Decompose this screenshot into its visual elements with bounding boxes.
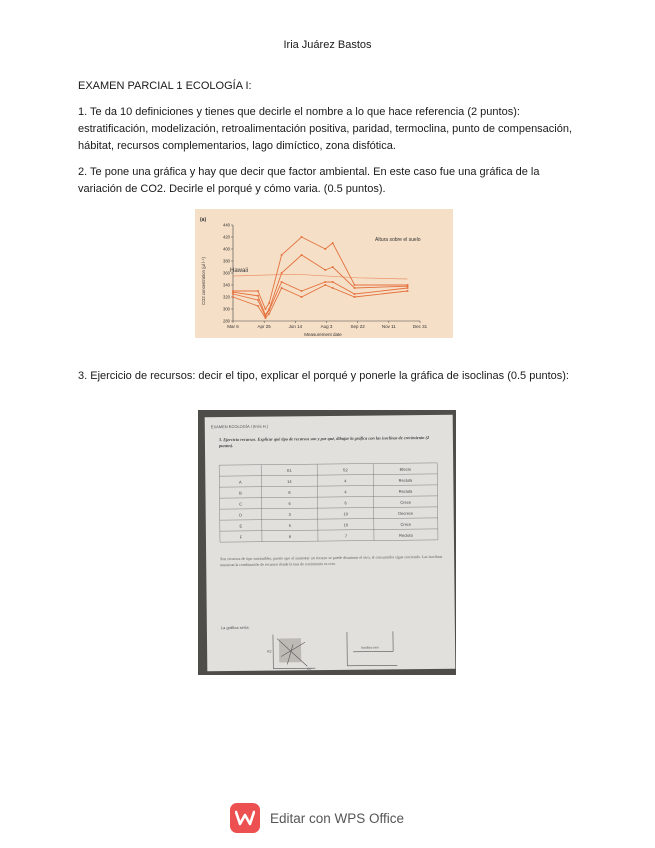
sheet-table-cell: 6 xyxy=(288,500,291,506)
sheet-table-rule xyxy=(220,518,438,520)
chart-point-series-1 xyxy=(264,308,266,310)
chart-point-series-3 xyxy=(407,287,409,289)
chart-y-tick-label: 360 xyxy=(223,270,230,276)
sheet-table-rule xyxy=(220,507,438,509)
chart-point-series-3 xyxy=(281,281,283,283)
sheet-table-cell: 10 xyxy=(343,522,349,528)
sheet-table-cell: 4 xyxy=(344,489,347,495)
sheet-graph-caption: La gráfica sería: xyxy=(220,624,250,631)
chart-point-series-4 xyxy=(264,317,266,319)
sheet-table-rule xyxy=(219,463,437,465)
chart-point-series-3 xyxy=(324,281,326,283)
sheet-table-cell: 6 xyxy=(288,533,292,539)
chart-point-series-3 xyxy=(332,281,334,283)
wps-footer[interactable] xyxy=(230,803,404,833)
sheet-table-cell: 14 xyxy=(287,478,292,484)
sheet-table-cell: B xyxy=(239,490,242,496)
sheet-table-col-rule xyxy=(373,464,374,541)
chart-point-series-3 xyxy=(232,293,234,295)
sheet-table-cell: A xyxy=(238,479,242,485)
co2-chart-photo xyxy=(195,209,453,338)
chart-ylabel: CO2 concentration (µl l⁻¹) xyxy=(201,257,206,305)
chart-y-tick-label: 420 xyxy=(223,234,230,240)
exam-sheet-paper xyxy=(205,415,456,672)
chart-point-series-4 xyxy=(257,305,259,307)
sheet-table-cell: 10 xyxy=(343,511,348,517)
exam-sheet-photo xyxy=(198,410,456,675)
sheet-header: EXAMEN ECOLOGÍA I (Inés H.) xyxy=(210,423,269,430)
sheet-table-cell: 7 xyxy=(344,533,348,539)
sheet-table-col-rule xyxy=(317,464,318,541)
chart-y-tick-label: 340 xyxy=(223,282,230,288)
sheet-table-col-rule xyxy=(261,465,262,542)
chart-point-series-2 xyxy=(324,269,326,271)
sheet-table xyxy=(219,463,438,542)
wps-w-icon xyxy=(235,810,255,826)
sheet-table-cell: 5 xyxy=(288,522,291,528)
chart-y-tick-label: 440 xyxy=(223,222,230,228)
chart-point-series-1 xyxy=(332,242,334,244)
chart-xlabel: Measurement date xyxy=(304,332,342,337)
sheet-graph-axis-x: R1 xyxy=(307,667,312,672)
chart-point-series-1 xyxy=(281,254,283,256)
chart-point-series-2 xyxy=(354,287,356,289)
sheet-table-col-rule xyxy=(219,465,220,542)
sheet-graph-axis-y: R2 xyxy=(267,649,272,654)
sheet-table-rule xyxy=(220,540,438,542)
question-3: 3. Ejercicio de recursos: decir el tipo, explicar el porqué y ponerle la gráfica de isoclinas (0.5 puntos): xyxy=(78,370,569,382)
sheet-table-cell: Crece xyxy=(400,521,412,527)
chart-x-tick-label: Aug 3 xyxy=(320,324,333,329)
chart-y-tick-label: 400 xyxy=(223,246,230,252)
wps-logo-icon[interactable] xyxy=(230,803,260,833)
sheet-table-cell: 8 xyxy=(288,489,291,495)
sheet-table-cell: 3 xyxy=(288,511,291,517)
sheet-graph-label-right: Isoclina cero xyxy=(361,645,380,650)
sheet-table-cell: C xyxy=(239,501,243,507)
isocline-sketch-left xyxy=(273,634,315,668)
sheet-table-header-cell: S1 xyxy=(286,467,292,473)
chart-annotation-hawaii: Hawaii xyxy=(230,268,249,274)
chart-y-tick-label: 300 xyxy=(223,306,230,312)
sheet-table-cell: 4 xyxy=(344,478,347,484)
chart-point-series-4 xyxy=(324,284,326,286)
sheet-table-cell: Recluta xyxy=(398,488,413,494)
chart-point-series-1 xyxy=(324,248,326,250)
chart-point-series-4 xyxy=(281,287,283,289)
chart-point-series-2 xyxy=(407,285,409,287)
chart-y-tick-label: 380 xyxy=(223,258,230,264)
sheet-table-cell: Crece xyxy=(400,499,411,505)
chart-y-tick-label: 320 xyxy=(223,294,230,300)
chart-x-tick-label: Apr 25 xyxy=(257,324,271,329)
author-name: Iria Juárez Bastos xyxy=(283,39,372,51)
chart-point-series-2 xyxy=(281,272,283,274)
chart-point-series-4 xyxy=(301,296,303,298)
chart-point-series-4 xyxy=(232,296,234,298)
sheet-table-cell: Recluta xyxy=(399,532,413,538)
sheet-table-cell: Recluta xyxy=(398,477,413,483)
chart-y-tick-label: 280 xyxy=(223,318,230,324)
chart-point-series-1 xyxy=(354,284,356,286)
chart-point-series-4 xyxy=(354,296,356,298)
sheet-table-cell: Decrece xyxy=(398,510,414,516)
chart-point-series-1 xyxy=(301,236,303,238)
sheet-table-rule xyxy=(220,529,438,531)
chart-panel-label: (a) xyxy=(200,217,207,223)
sheet-table-rule xyxy=(219,474,437,476)
sheet-table-header-cell: S2 xyxy=(342,467,348,473)
question-1: 1. Te da 10 definiciones y tienes que decirle el nombre a lo que hace referencia (2 puntos): estratificación, modelización, retroalimentación positiva, paridad, termoclina, punto de compensación, hábitat, recursos complementarios, lago dimíctico, zona disfótica. xyxy=(78,106,573,152)
sheet-table-cell: E xyxy=(239,523,243,529)
chart-point-series-4 xyxy=(332,287,334,289)
chart-x-tick-label: Mar 6 xyxy=(227,324,239,329)
sheet-instruction: 3. Ejercicio recursos. Explicar qué tipo de recursos son y por qué, dibujar la gráfica con las isoclinas de crecimiento (2 puntos). xyxy=(218,434,430,448)
sheet-table-rule xyxy=(220,496,438,498)
chart-point-series-4 xyxy=(268,313,270,315)
chart-x-tick-label: Jun 14 xyxy=(288,324,303,329)
chart-point-series-3 xyxy=(354,293,356,295)
chart-point-series-3 xyxy=(257,299,259,301)
chart-point-series-4 xyxy=(407,290,409,292)
question-2: 2. Te pone una gráfica y hay que decir que factor ambiental. En este caso fue una gráfica de la variación de CO2. Decirle el porqué y cómo varia. (0.5 puntos). xyxy=(78,166,540,195)
chart-point-series-2 xyxy=(232,291,234,293)
chart-x-tick-label: Sep 22 xyxy=(350,324,365,329)
sheet-table-header-cell: Efecto xyxy=(399,466,411,472)
chart-x-tick-label: Dec 31 xyxy=(412,324,428,329)
chart-point-series-1 xyxy=(257,290,259,292)
exam-heading: EXAMEN PARCIAL 1 ECOLOGÍA I: xyxy=(78,80,252,92)
chart-point-series-2 xyxy=(332,266,334,268)
chart-point-series-3 xyxy=(268,309,270,311)
co2-chart xyxy=(195,209,453,338)
sheet-table-cell: 6 xyxy=(344,500,347,506)
wps-footer-link[interactable]: Editar con WPS Office xyxy=(270,810,405,826)
chart-point-series-1 xyxy=(268,302,270,304)
sheet-table-col-rule xyxy=(437,463,438,540)
chart-x-tick-label: Nov 11 xyxy=(381,324,396,329)
sheet-body-text: Son recursos de tipo sustituibles, puesto que al aumentar un recurso se puede disminuir el otro, el consumidor sigue creciendo. Las isoclinas muestran la combinación de recursos donde la tasa de crecimiento es cero. xyxy=(220,554,443,567)
sheet-table-cell: F xyxy=(239,534,243,540)
chart-point-series-2 xyxy=(301,254,303,256)
chart-annotation-altura: Altura sobre el suelo xyxy=(375,237,421,243)
sheet-table-rule xyxy=(219,485,437,487)
chart-point-series-2 xyxy=(257,295,259,297)
chart-point-series-3 xyxy=(301,290,303,292)
sheet-table-cell: D xyxy=(239,512,243,518)
